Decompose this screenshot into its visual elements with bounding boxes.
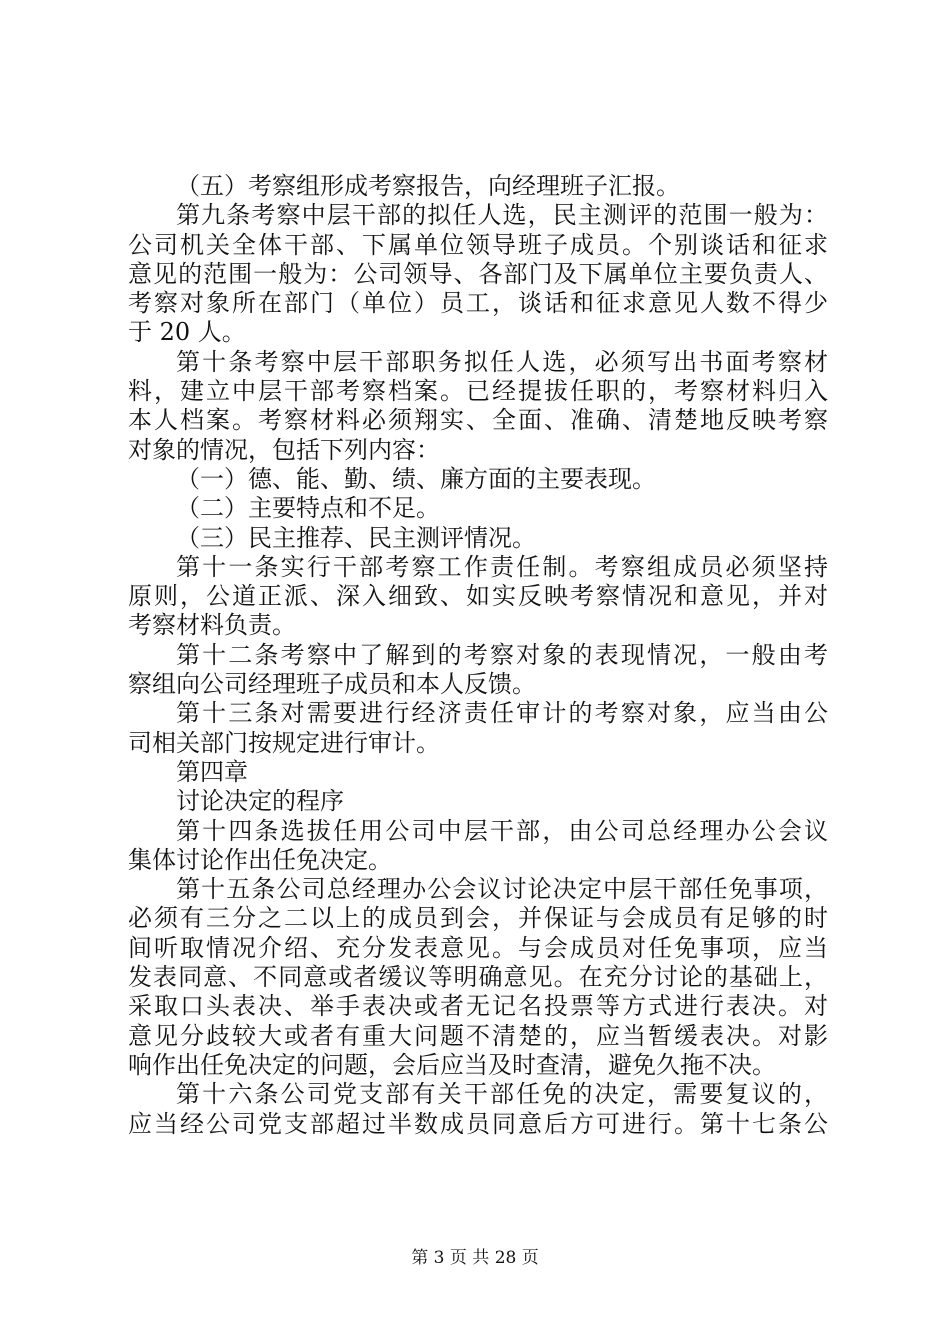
- text-line: （二）主要特点和不足。: [176, 494, 440, 523]
- text-line: 响作出任免决定的问题，会后应当及时查清，避免久拖不决。: [128, 1050, 776, 1079]
- text-line: 第十二条考察中了解到的考察对象的表现情况，一般由考: [176, 640, 828, 669]
- text-line: 原则，公道正派、深入细致、如实反映考察情况和意见，并对: [128, 582, 828, 611]
- text-line: 第十六条公司党支部有关干部任免的决定，需要复议的，: [176, 1080, 828, 1109]
- document-body: [128, 172, 828, 1139]
- page-number-footer: 第 3 页 共 28 页: [411, 1248, 539, 1268]
- text-line: 第十三条对需要进行经济责任审计的考察对象，应当由公: [176, 699, 828, 728]
- text-line: 第四章: [176, 757, 248, 786]
- text-line: 本人档案。考察材料必须翔实、全面、准确、清楚地反映考察: [128, 406, 828, 435]
- text-line: 对象的情况，包括下列内容：: [128, 435, 440, 464]
- text-line: 第十一条实行干部考察工作责任制。考察组成员必须坚持: [176, 552, 828, 581]
- text-line: 应当经公司党支部超过半数成员同意后方可进行。第十七条公: [128, 1109, 828, 1138]
- text-line: 公司机关全体干部、下属单位领导班子成员。个别谈话和征求: [128, 230, 828, 259]
- text-line: 察组向公司经理班子成员和本人反馈。: [128, 670, 536, 699]
- text-line: 第十四条选拔任用公司中层干部，由公司总经理办公会议: [176, 816, 828, 845]
- text-line: （五）考察组形成考察报告，向经理班子汇报。: [176, 172, 680, 200]
- text-line: 发表同意、不同意或者缓议等明确意见。在充分讨论的基础上，: [128, 963, 828, 992]
- text-line: 第九条考察中层干部的拟任人选，民主测评的范围一般为：: [176, 201, 828, 230]
- text-line: 间听取情况介绍、充分发表意见。与会成员对任免事项，应当: [128, 933, 828, 962]
- text-line: 意见的范围一般为：公司领导、各部门及下属单位主要负责人、: [128, 259, 828, 288]
- text-line: 考察对象所在部门（单位）员工，谈话和征求意见人数不得少: [128, 289, 828, 318]
- text-line: 意见分歧较大或者有重大问题不清楚的，应当暂缓表决。对影: [128, 1021, 828, 1050]
- text-line: 第十条考察中层干部职务拟任人选，必须写出书面考察材: [176, 347, 828, 376]
- text-line: 第十五条公司总经理办公会议讨论决定中层干部任免事项，: [176, 875, 828, 904]
- text-line: （一）德、能、勤、绩、廉方面的主要表现。: [176, 464, 656, 493]
- text-line: 司相关部门按规定进行审计。: [128, 728, 440, 757]
- text-line: 考察材料负责。: [128, 611, 296, 640]
- text-line: （三）民主推荐、民主测评情况。: [176, 523, 536, 552]
- text-line: 讨论决定的程序: [176, 787, 344, 816]
- text-line: 料，建立中层干部考察档案。已经提拔任职的，考察材料归入: [128, 377, 828, 406]
- text-line: 必须有三分之二以上的成员到会，并保证与会成员有足够的时: [128, 904, 828, 933]
- text-line: 采取口头表决、举手表决或者无记名投票等方式进行表决。对: [128, 992, 828, 1021]
- text-line: 于 20 人。: [128, 318, 246, 347]
- text-line: 集体讨论作出任免决定。: [128, 845, 392, 874]
